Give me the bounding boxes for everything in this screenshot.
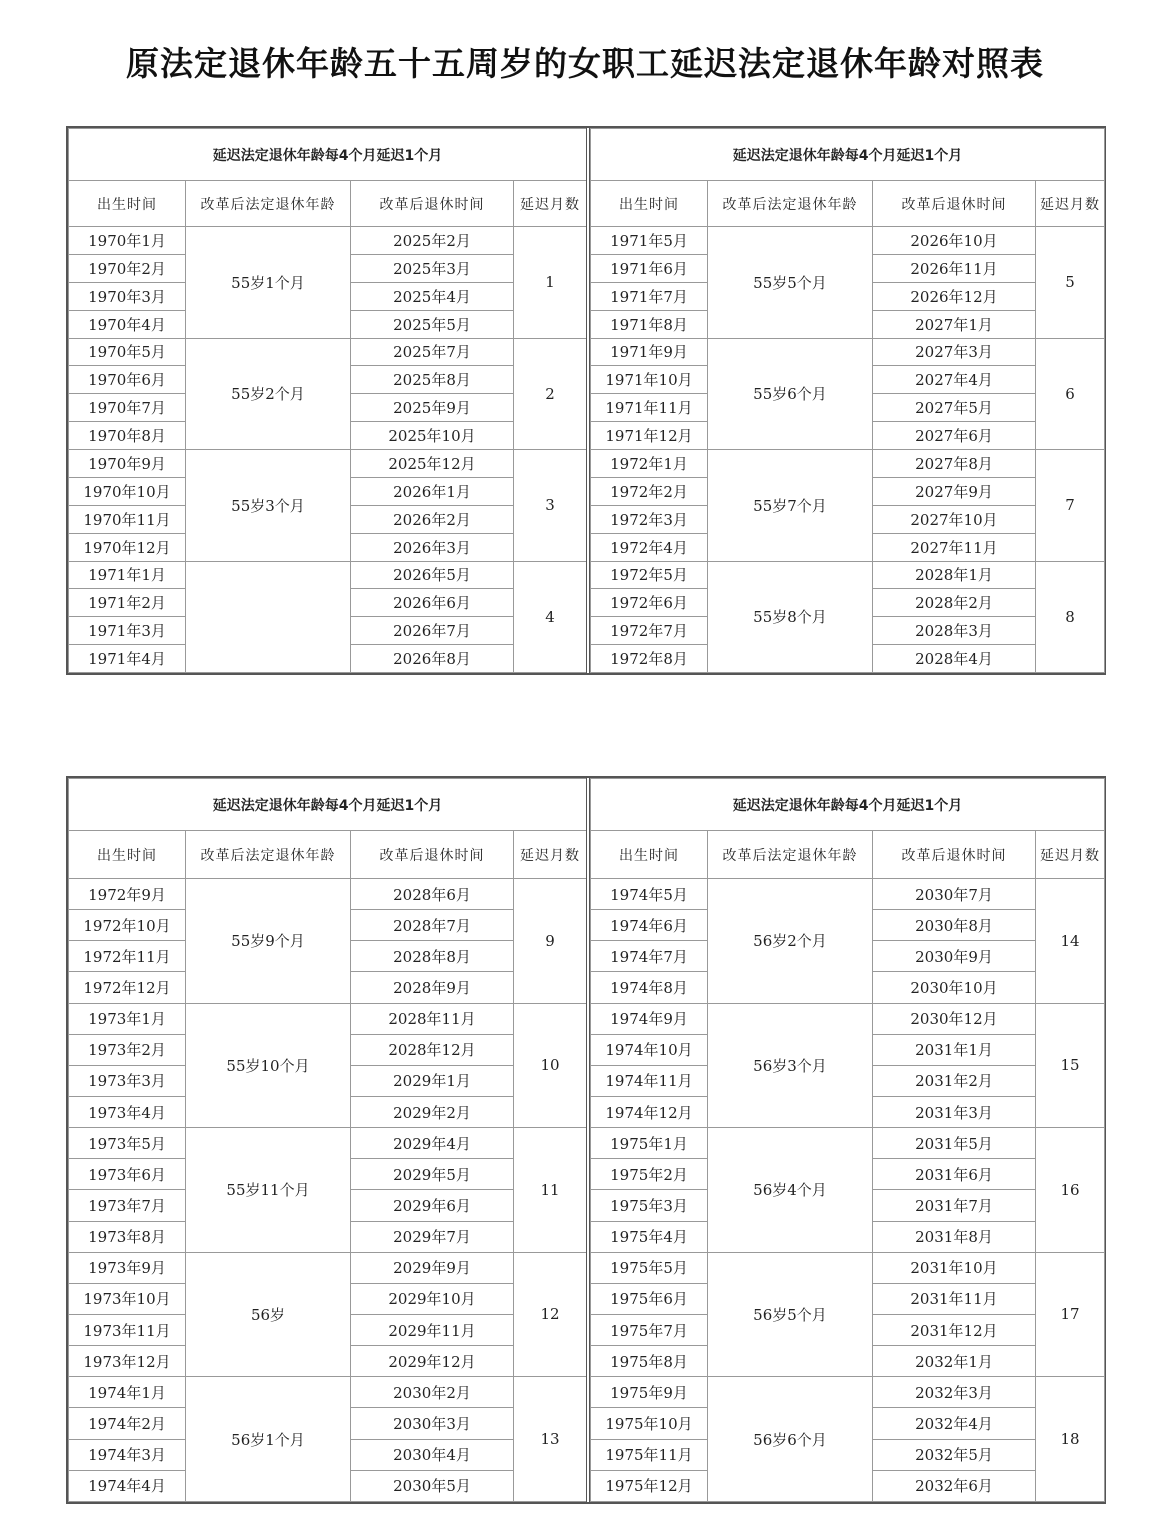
birth-time-cell: 1975年9月 [591, 1377, 708, 1408]
birth-time-cell: 1972年4月 [591, 533, 708, 561]
birth-time-cell: 1974年1月 [69, 1377, 186, 1408]
birth-time-cell: 1975年12月 [591, 1470, 708, 1501]
retirement-time-cell: 2032年5月 [873, 1439, 1036, 1470]
lookup-table [68, 128, 587, 673]
table-row [69, 450, 587, 478]
birth-time-cell: 1970年10月 [69, 477, 186, 505]
birth-time-cell: 1970年11月 [69, 505, 186, 533]
birth-time-cell: 1971年3月 [69, 617, 186, 645]
retirement-time-cell: 2025年10月 [351, 422, 514, 450]
birth-time-cell: 1975年11月 [591, 1439, 708, 1470]
retirement-time-cell: 2028年8月 [351, 941, 514, 972]
birth-time-cell: 1970年1月 [69, 227, 186, 255]
delay-months-cell: 4 [514, 561, 587, 673]
table-caption-row [69, 129, 587, 181]
retirement-age-cell: 56岁3个月 [708, 1003, 873, 1128]
table-caption-row [591, 779, 1105, 831]
retirement-time-cell: 2026年5月 [351, 561, 514, 589]
retirement-time-cell: 2025年4月 [351, 282, 514, 310]
retirement-time-cell: 2025年12月 [351, 450, 514, 478]
retirement-time-cell: 2032年3月 [873, 1377, 1036, 1408]
birth-time-cell: 1972年11月 [69, 941, 186, 972]
birth-time-cell: 1972年3月 [591, 505, 708, 533]
birth-time-cell: 1972年5月 [591, 561, 708, 589]
birth-time-cell: 1974年5月 [591, 879, 708, 910]
birth-time-cell: 1972年6月 [591, 589, 708, 617]
retirement-time-cell: 2026年12月 [873, 282, 1036, 310]
birth-time-cell: 1971年8月 [591, 310, 708, 338]
retirement-time-cell: 2029年7月 [351, 1221, 514, 1252]
table-row [591, 227, 1105, 255]
retirement-time-cell: 2029年11月 [351, 1314, 514, 1345]
birth-time-cell: 1973年10月 [69, 1283, 186, 1314]
birth-time-cell: 1973年9月 [69, 1252, 186, 1283]
table-row [591, 1377, 1105, 1408]
birth-time-cell: 1974年6月 [591, 910, 708, 941]
retirement-time-cell: 2028年11月 [351, 1003, 514, 1034]
retirement-time-cell: 2030年7月 [873, 879, 1036, 910]
birth-time-cell: 1975年6月 [591, 1283, 708, 1314]
birth-time-cell: 1975年3月 [591, 1190, 708, 1221]
delay-months-cell: 14 [1036, 879, 1105, 1004]
retirement-age-cell: 56岁6个月 [708, 1377, 873, 1502]
retirement-age-cell: 56岁4个月 [708, 1128, 873, 1253]
delay-months-cell: 7 [1036, 450, 1105, 562]
birth-time-cell: 1975年1月 [591, 1128, 708, 1159]
table-caption-row [69, 779, 587, 831]
retirement-time-cell: 2029年12月 [351, 1346, 514, 1377]
table-row [69, 879, 587, 910]
retirement-time-cell: 2031年6月 [873, 1159, 1036, 1190]
delay-months-cell: 2 [514, 338, 587, 450]
retirement-time-cell: 2030年10月 [873, 972, 1036, 1003]
table-row [69, 561, 587, 589]
birth-time-cell: 1971年12月 [591, 422, 708, 450]
birth-time-cell: 1973年4月 [69, 1096, 186, 1127]
birth-time-cell: 1972年9月 [69, 879, 186, 910]
birth-time-cell: 1974年11月 [591, 1065, 708, 1096]
birth-time-cell: 1971年9月 [591, 338, 708, 366]
retirement-age-cell: 55岁8个月 [708, 561, 873, 673]
table-row [591, 1252, 1105, 1283]
table-row [69, 1128, 587, 1159]
retirement-age-cell: 55岁10个月 [186, 1003, 351, 1128]
retirement-age-cell: 55岁7个月 [708, 450, 873, 562]
table-row [69, 227, 587, 255]
birth-time-cell: 1975年5月 [591, 1252, 708, 1283]
retirement-time-cell: 2026年1月 [351, 477, 514, 505]
table-row [591, 1003, 1105, 1034]
retirement-time-cell: 2028年12月 [351, 1034, 514, 1065]
retirement-time-cell: 2027年9月 [873, 477, 1036, 505]
delay-months-cell: 18 [1036, 1377, 1105, 1502]
table-caption-row [591, 129, 1105, 181]
table-caption: 延迟法定退休年龄每4个月延迟1个月 [591, 779, 1105, 831]
table-row [591, 561, 1105, 589]
retirement-time-cell: 2025年5月 [351, 310, 514, 338]
retirement-age-cell: 56岁5个月 [708, 1252, 873, 1377]
retirement-time-cell: 2027年1月 [873, 310, 1036, 338]
retirement-time-cell: 2026年11月 [873, 254, 1036, 282]
retirement-time-cell: 2028年6月 [351, 879, 514, 910]
birth-time-cell: 1970年2月 [69, 254, 186, 282]
birth-time-header: 出生时间 [591, 181, 708, 227]
birth-time-cell: 1973年7月 [69, 1190, 186, 1221]
retirement-time-cell: 2027年10月 [873, 505, 1036, 533]
table-caption: 延迟法定退休年龄每4个月延迟1个月 [69, 129, 587, 181]
birth-time-cell: 1972年7月 [591, 617, 708, 645]
delay-months-cell: 8 [1036, 561, 1105, 673]
birth-time-cell: 1975年4月 [591, 1221, 708, 1252]
retirement-time-header: 改革后退休时间 [351, 831, 514, 879]
birth-time-cell: 1974年9月 [591, 1003, 708, 1034]
retirement-time-cell: 2030年3月 [351, 1408, 514, 1439]
retirement-age-cell: 56岁1个月 [186, 1377, 351, 1502]
delay-months-cell: 5 [1036, 227, 1105, 339]
birth-time-cell: 1972年10月 [69, 910, 186, 941]
birth-time-cell: 1970年8月 [69, 422, 186, 450]
birth-time-cell: 1972年1月 [591, 450, 708, 478]
retirement-time-cell: 2030年4月 [351, 1439, 514, 1470]
delay-months-header: 延迟月数 [514, 181, 587, 227]
retirement-time-cell: 2026年7月 [351, 617, 514, 645]
retirement-age-cell: 55岁2个月 [186, 338, 351, 450]
birth-time-cell: 1972年8月 [591, 645, 708, 673]
retirement-time-cell: 2027年8月 [873, 450, 1036, 478]
table-header-row [69, 181, 587, 227]
lookup-table [68, 778, 587, 1502]
retirement-age-header: 改革后法定退休年龄 [708, 831, 873, 879]
birth-time-cell: 1972年12月 [69, 972, 186, 1003]
birth-time-cell: 1973年11月 [69, 1314, 186, 1345]
retirement-time-cell: 2029年10月 [351, 1283, 514, 1314]
retirement-time-cell: 2028年2月 [873, 589, 1036, 617]
retirement-time-cell: 2029年6月 [351, 1190, 514, 1221]
birth-time-cell: 1970年3月 [69, 282, 186, 310]
retirement-age-header: 改革后法定退休年龄 [186, 181, 351, 227]
birth-time-cell: 1970年12月 [69, 533, 186, 561]
retirement-time-cell: 2030年2月 [351, 1377, 514, 1408]
retirement-time-cell: 2030年12月 [873, 1003, 1036, 1034]
retirement-time-cell: 2031年5月 [873, 1128, 1036, 1159]
table-row [69, 1377, 587, 1408]
lookup-table [590, 128, 1105, 673]
page-title: 原法定退休年龄五十五周岁的女职工延迟法定退休年龄对照表 [126, 44, 1044, 83]
delay-months-cell: 13 [514, 1377, 587, 1502]
birth-time-cell: 1973年3月 [69, 1065, 186, 1096]
birth-time-cell: 1973年5月 [69, 1128, 186, 1159]
retirement-time-cell: 2029年5月 [351, 1159, 514, 1190]
retirement-time-header: 改革后退休时间 [351, 181, 514, 227]
table-block [66, 126, 1106, 675]
birth-time-cell: 1971年1月 [69, 561, 186, 589]
table-left [68, 128, 586, 673]
retirement-time-cell: 2031年2月 [873, 1065, 1036, 1096]
retirement-time-cell: 2029年1月 [351, 1065, 514, 1096]
retirement-time-cell: 2026年3月 [351, 533, 514, 561]
birth-time-cell: 1971年11月 [591, 394, 708, 422]
retirement-time-cell: 2025年3月 [351, 254, 514, 282]
birth-time-cell: 1971年5月 [591, 227, 708, 255]
table-row [591, 338, 1105, 366]
table-right [590, 778, 1104, 1502]
birth-time-cell: 1974年3月 [69, 1439, 186, 1470]
table-row [69, 1252, 587, 1283]
lookup-table [590, 778, 1105, 1502]
birth-time-cell: 1973年1月 [69, 1003, 186, 1034]
retirement-age-cell: 56岁2个月 [708, 879, 873, 1004]
retirement-time-cell: 2027年5月 [873, 394, 1036, 422]
table-row [69, 1003, 587, 1034]
birth-time-cell: 1974年10月 [591, 1034, 708, 1065]
retirement-age-cell: 55岁1个月 [186, 227, 351, 339]
retirement-time-cell: 2026年2月 [351, 505, 514, 533]
delay-months-header: 延迟月数 [1036, 181, 1105, 227]
table-caption: 延迟法定退休年龄每4个月延迟1个月 [69, 779, 587, 831]
delay-months-cell: 10 [514, 1003, 587, 1128]
birth-time-header: 出生时间 [69, 831, 186, 879]
table-left [68, 778, 586, 1502]
table-header-row [591, 181, 1105, 227]
retirement-time-cell: 2031年12月 [873, 1314, 1036, 1345]
retirement-age-header: 改革后法定退休年龄 [708, 181, 873, 227]
retirement-time-cell: 2030年9月 [873, 941, 1036, 972]
table-header-row [591, 831, 1105, 879]
retirement-time-cell: 2027年6月 [873, 422, 1036, 450]
birth-time-cell: 1975年7月 [591, 1314, 708, 1345]
table-caption: 延迟法定退休年龄每4个月延迟1个月 [591, 129, 1105, 181]
retirement-time-cell: 2028年7月 [351, 910, 514, 941]
table-block [66, 776, 1106, 1504]
birth-time-cell: 1971年2月 [69, 589, 186, 617]
retirement-time-cell: 2026年6月 [351, 589, 514, 617]
birth-time-cell: 1974年12月 [591, 1096, 708, 1127]
birth-time-cell: 1973年12月 [69, 1346, 186, 1377]
birth-time-cell: 1974年4月 [69, 1470, 186, 1501]
birth-time-cell: 1973年6月 [69, 1159, 186, 1190]
retirement-time-cell: 2032年4月 [873, 1408, 1036, 1439]
retirement-age-cell [186, 561, 351, 673]
birth-time-cell: 1974年2月 [69, 1408, 186, 1439]
retirement-time-cell: 2028年1月 [873, 561, 1036, 589]
birth-time-cell: 1970年5月 [69, 338, 186, 366]
birth-time-cell: 1973年8月 [69, 1221, 186, 1252]
retirement-time-cell: 2031年11月 [873, 1283, 1036, 1314]
birth-time-cell: 1975年10月 [591, 1408, 708, 1439]
birth-time-cell: 1972年2月 [591, 477, 708, 505]
retirement-time-cell: 2025年2月 [351, 227, 514, 255]
table-header-row [69, 831, 587, 879]
table-right [590, 128, 1104, 673]
delay-months-cell: 6 [1036, 338, 1105, 450]
retirement-time-cell: 2028年3月 [873, 617, 1036, 645]
birth-time-cell: 1973年2月 [69, 1034, 186, 1065]
delay-months-header: 延迟月数 [514, 831, 587, 879]
birth-time-cell: 1974年8月 [591, 972, 708, 1003]
retirement-time-cell: 2031年1月 [873, 1034, 1036, 1065]
retirement-time-cell: 2028年4月 [873, 645, 1036, 673]
table-row [591, 1128, 1105, 1159]
retirement-time-cell: 2027年4月 [873, 366, 1036, 394]
retirement-time-cell: 2029年2月 [351, 1096, 514, 1127]
retirement-time-cell: 2029年9月 [351, 1252, 514, 1283]
birth-time-cell: 1971年7月 [591, 282, 708, 310]
birth-time-cell: 1974年7月 [591, 941, 708, 972]
retirement-time-cell: 2030年8月 [873, 910, 1036, 941]
retirement-time-cell: 2032年6月 [873, 1470, 1036, 1501]
birth-time-header: 出生时间 [591, 831, 708, 879]
retirement-time-header: 改革后退休时间 [873, 831, 1036, 879]
retirement-time-cell: 2025年9月 [351, 394, 514, 422]
birth-time-cell: 1970年6月 [69, 366, 186, 394]
table-row [591, 450, 1105, 478]
delay-months-cell: 17 [1036, 1252, 1105, 1377]
retirement-time-cell: 2030年5月 [351, 1470, 514, 1501]
retirement-time-cell: 2029年4月 [351, 1128, 514, 1159]
retirement-age-cell: 55岁6个月 [708, 338, 873, 450]
retirement-time-cell: 2031年7月 [873, 1190, 1036, 1221]
retirement-age-header: 改革后法定退休年龄 [186, 831, 351, 879]
retirement-time-cell: 2032年1月 [873, 1346, 1036, 1377]
retirement-age-cell: 56岁 [186, 1252, 351, 1377]
retirement-time-cell: 2028年9月 [351, 972, 514, 1003]
birth-time-cell: 1971年4月 [69, 645, 186, 673]
retirement-time-cell: 2025年8月 [351, 366, 514, 394]
retirement-age-cell: 55岁11个月 [186, 1128, 351, 1253]
delay-months-cell: 15 [1036, 1003, 1105, 1128]
table-row [69, 338, 587, 366]
birth-time-cell: 1970年7月 [69, 394, 186, 422]
retirement-age-cell: 55岁5个月 [708, 227, 873, 339]
retirement-time-cell: 2031年10月 [873, 1252, 1036, 1283]
retirement-time-cell: 2027年11月 [873, 533, 1036, 561]
birth-time-cell: 1971年10月 [591, 366, 708, 394]
delay-months-cell: 11 [514, 1128, 587, 1253]
delay-months-cell: 12 [514, 1252, 587, 1377]
retirement-time-cell: 2027年3月 [873, 338, 1036, 366]
birth-time-cell: 1970年9月 [69, 450, 186, 478]
birth-time-cell: 1971年6月 [591, 254, 708, 282]
delay-months-cell: 16 [1036, 1128, 1105, 1253]
birth-time-header: 出生时间 [69, 181, 186, 227]
retirement-time-cell: 2031年8月 [873, 1221, 1036, 1252]
retirement-time-cell: 2026年8月 [351, 645, 514, 673]
birth-time-cell: 1975年8月 [591, 1346, 708, 1377]
delay-months-header: 延迟月数 [1036, 831, 1105, 879]
retirement-time-cell: 2031年3月 [873, 1096, 1036, 1127]
birth-time-cell: 1975年2月 [591, 1159, 708, 1190]
retirement-age-cell: 55岁3个月 [186, 450, 351, 562]
retirement-time-cell: 2025年7月 [351, 338, 514, 366]
delay-months-cell: 1 [514, 227, 587, 339]
delay-months-cell: 9 [514, 879, 587, 1004]
birth-time-cell: 1970年4月 [69, 310, 186, 338]
retirement-time-cell: 2026年10月 [873, 227, 1036, 255]
retirement-age-cell: 55岁9个月 [186, 879, 351, 1004]
delay-months-cell: 3 [514, 450, 587, 562]
table-row [591, 879, 1105, 910]
retirement-time-header: 改革后退休时间 [873, 181, 1036, 227]
